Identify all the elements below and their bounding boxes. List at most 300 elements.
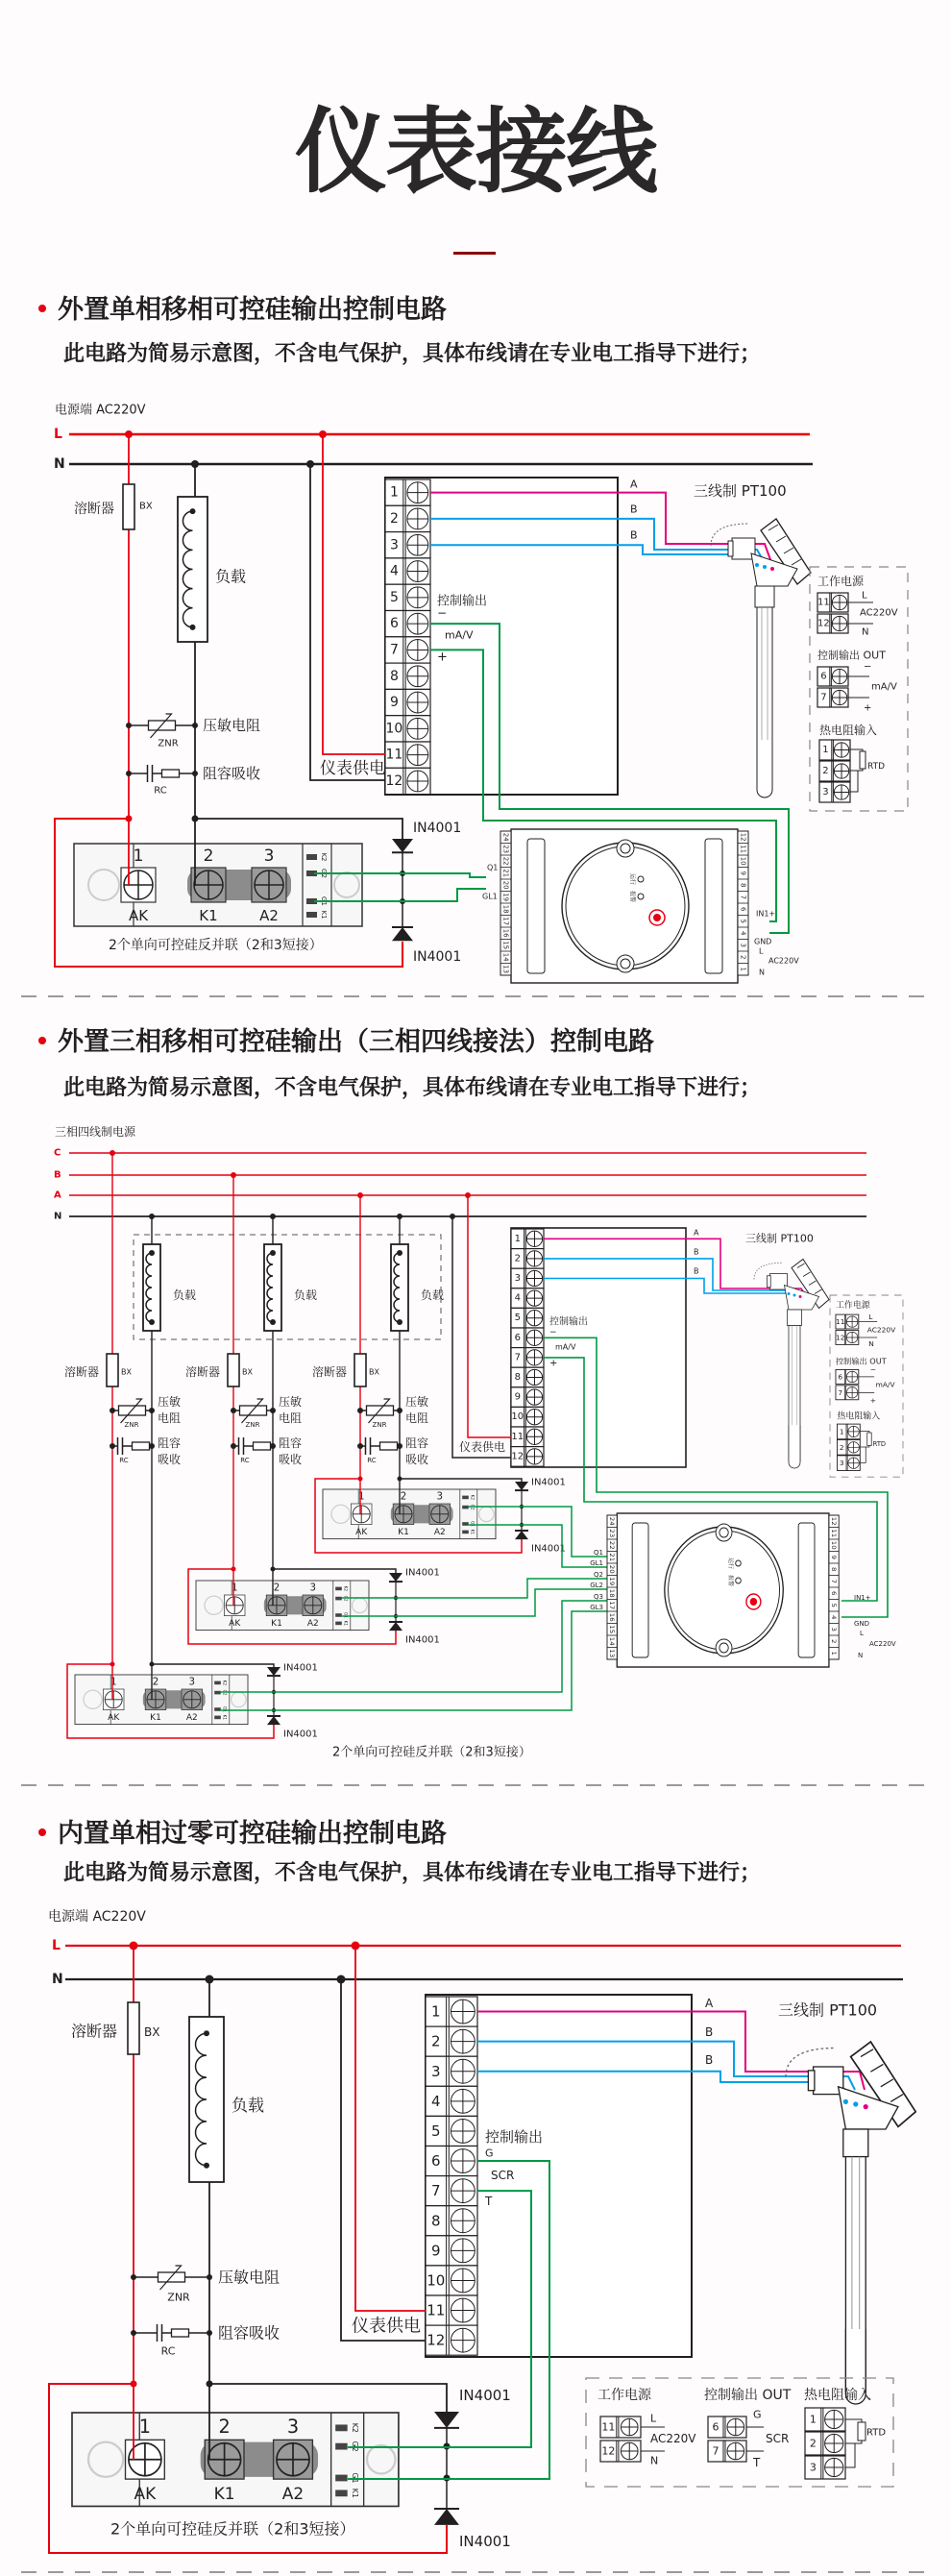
terminal-block xyxy=(426,2236,477,2266)
junction-dot xyxy=(357,1408,363,1413)
wire xyxy=(341,1979,426,2341)
diagram-label: 溶断器 xyxy=(312,1365,348,1379)
diagram-label: 1 xyxy=(830,1651,838,1656)
diagram-label: 7 xyxy=(514,1352,521,1363)
diagram-label: N xyxy=(54,456,65,472)
diagram-label: 2 xyxy=(203,846,214,866)
diagram-label: A2 xyxy=(259,907,279,924)
diagram-label: 1 xyxy=(231,1582,238,1594)
junction-dot xyxy=(149,1250,155,1256)
diagram-label: 10 xyxy=(427,2271,446,2290)
diagram-label: 阻容吸收 xyxy=(203,765,261,782)
sensor-tip xyxy=(789,1425,800,1468)
diagram-label: L xyxy=(759,946,764,956)
diagram-label: 2 xyxy=(431,2032,441,2050)
junction-dot xyxy=(149,1214,155,1219)
side-panel xyxy=(798,1523,815,1657)
terminal-block xyxy=(600,2441,641,2462)
scr-pin xyxy=(306,854,317,860)
diagram-label: mA/V xyxy=(445,628,474,642)
terminal-block xyxy=(385,558,430,584)
diagram-label: RC xyxy=(367,1457,377,1464)
diagram-label: 2 xyxy=(809,2437,817,2450)
diagram-label: K1 xyxy=(320,910,328,920)
diagram-label: 6 xyxy=(820,671,827,682)
diagram-label: 2 xyxy=(389,510,399,527)
diagram-label: 负载 xyxy=(294,1288,318,1302)
diagram-label: 24 xyxy=(501,832,510,842)
diagram-label: 1 xyxy=(110,1677,117,1688)
diagram-label: 吸收 xyxy=(279,1453,303,1466)
junction-dot xyxy=(231,1443,236,1449)
diagram-label: − xyxy=(869,1364,876,1374)
junction-dot xyxy=(131,2330,136,2336)
temperature-controller xyxy=(607,1513,839,1667)
diagram-label: 报警 xyxy=(628,890,636,903)
junction-dot xyxy=(125,430,133,438)
diagram-label: 7 xyxy=(820,692,827,703)
run-led-icon xyxy=(638,876,644,882)
diagram-label: RTD xyxy=(867,762,886,772)
diagram-label: ZNR xyxy=(372,1421,387,1429)
diagram-label: 22 xyxy=(608,1540,617,1550)
scr-pin xyxy=(335,1613,342,1617)
diagram-label: 11 xyxy=(830,1529,838,1538)
terminal-block xyxy=(511,1407,544,1427)
diagram-label: 12 xyxy=(511,1451,524,1462)
diagram-label: 3 xyxy=(839,1459,844,1468)
diagram-label: 5 xyxy=(830,1603,838,1607)
diagram-label: BX xyxy=(139,501,153,512)
junction-dot xyxy=(397,1214,402,1219)
resistor-icon xyxy=(254,1442,271,1450)
diagram-label: 三线制 PT100 xyxy=(745,1232,814,1245)
terminal-block xyxy=(426,1997,477,2026)
diagram-label: 压敏 xyxy=(405,1395,429,1409)
diode-icon xyxy=(434,2509,459,2525)
scr-module xyxy=(74,844,362,926)
junction-dot xyxy=(204,2030,209,2036)
diagram-label: 9 xyxy=(514,1391,521,1403)
sensor-neck xyxy=(788,1310,802,1326)
diagram-label: 热电阻输入 xyxy=(837,1411,881,1422)
terminal-block xyxy=(600,2417,641,2438)
terminal-block xyxy=(426,2056,477,2086)
terminal-block xyxy=(817,667,848,686)
diagram-label: ZNR xyxy=(124,1421,139,1429)
diagram-label: 4 xyxy=(514,1292,521,1304)
diagram-label: 溶断器 xyxy=(64,1365,100,1379)
diagram-label: 3 xyxy=(389,537,399,553)
diagram-label: G2 xyxy=(320,869,328,878)
diagram-label: B xyxy=(694,1247,699,1257)
mount-screw-icon xyxy=(716,1639,732,1656)
section-1-note: 此电路为简易示意图，不含电气保护，具体布线请在专业电工指导下进行； xyxy=(63,342,762,366)
scr-pin xyxy=(462,1522,469,1526)
diagram-label: 18 xyxy=(501,904,510,914)
diagram-label: 19 xyxy=(501,893,510,902)
diagram-label: G2 xyxy=(470,1504,476,1510)
gland-nut xyxy=(768,1276,771,1288)
junction-dot xyxy=(357,1192,363,1198)
diagram-label: 2 xyxy=(273,1582,280,1594)
diagram-label: K1 xyxy=(222,1714,228,1721)
diagram-label: 7 xyxy=(389,642,399,658)
junction-dot xyxy=(207,2274,212,2280)
diode-icon xyxy=(267,1667,280,1676)
terminal-block xyxy=(708,2417,746,2438)
section-2-note: 此电路为简易示意图，不含电气保护，具体布线请在专业电工指导下进行； xyxy=(63,1076,762,1100)
diagram-label: 5 xyxy=(514,1313,521,1324)
scr-pin xyxy=(335,1587,342,1591)
diagram-label: 10 xyxy=(385,721,403,737)
diagram-label: IN4001 xyxy=(413,949,462,965)
diagram-label: 12 xyxy=(601,2444,616,2458)
diagram-label: IN4001 xyxy=(283,1729,318,1740)
diagram-label: 11 xyxy=(511,1431,524,1442)
diagram-label: 3 xyxy=(286,2416,300,2439)
mount-screw-icon xyxy=(617,840,634,857)
wire xyxy=(400,1479,522,1482)
diagram-label: A xyxy=(705,1997,714,2010)
terminal-block xyxy=(819,740,850,760)
diagram-label: RC xyxy=(154,785,167,797)
wire-terminal-dot xyxy=(763,565,767,569)
resistor-icon xyxy=(133,1442,150,1450)
terminal-block xyxy=(805,2408,845,2431)
diagram-label: 6 xyxy=(514,1332,521,1343)
diagram-label: 1 xyxy=(822,745,829,755)
mount-screw-icon xyxy=(716,1524,732,1541)
diagram-label: 3 xyxy=(739,943,747,947)
diagram-label: K1 xyxy=(199,907,218,924)
terminal-block xyxy=(385,689,430,715)
side-panel xyxy=(705,839,722,973)
diagram-label: 10 xyxy=(511,1411,524,1423)
diode-icon xyxy=(392,839,413,852)
diagram-label: 6 xyxy=(431,2152,441,2171)
wire xyxy=(845,2443,855,2467)
diagram-label: 2 xyxy=(822,766,829,776)
diagram-label: G xyxy=(485,2147,494,2160)
terminal-block xyxy=(837,1424,860,1439)
diagram-label: RC xyxy=(160,2344,176,2358)
diagram-label: 控制输出 xyxy=(437,594,488,609)
diagram-label: 1 xyxy=(357,1491,365,1503)
junction-dot xyxy=(130,1942,138,1950)
diagram-label: 控制输出 OUT xyxy=(817,649,886,662)
terminal-block xyxy=(837,1439,860,1455)
wire xyxy=(152,1664,274,1667)
terminal-block xyxy=(385,505,430,531)
diagram-label: A2 xyxy=(281,2484,305,2504)
diagram-label: G1 xyxy=(343,1612,349,1618)
terminal-block xyxy=(836,1331,859,1345)
diagram-label: + xyxy=(869,1396,876,1406)
rtd-resistor-icon xyxy=(860,751,866,769)
diagram-label: 工作电源 xyxy=(597,2388,651,2403)
diagram-label: SCR xyxy=(766,2432,790,2445)
diagram-label: 21 xyxy=(608,1553,617,1562)
diagram-label: + xyxy=(549,1358,558,1369)
diagram-label: 3 xyxy=(809,2461,817,2474)
resistor-icon xyxy=(172,2329,189,2337)
diagram-label: BX xyxy=(121,1367,132,1377)
scr-pin xyxy=(462,1531,469,1534)
terminal-block xyxy=(836,1314,859,1329)
temperature-controller xyxy=(500,829,748,983)
diagram-label: 5 xyxy=(389,589,399,605)
diagram-label: IN4001 xyxy=(405,1634,440,1646)
diagram-label: 1 xyxy=(514,1233,521,1244)
diagram-label: N xyxy=(54,1211,62,1222)
alarm-led-icon xyxy=(736,1578,742,1583)
diagram-label: 负载 xyxy=(173,1288,197,1302)
diagram-label: mA/V xyxy=(871,681,897,693)
diagram-label: 19 xyxy=(608,1577,617,1586)
diagram-label: 24 xyxy=(608,1516,617,1526)
terminal-block xyxy=(817,614,848,633)
diagram-label: AK xyxy=(128,907,149,924)
diagram-label: 控制输出 xyxy=(485,2128,544,2146)
run-led-icon xyxy=(736,1560,742,1566)
diagram-label: G1 xyxy=(320,896,328,906)
wire xyxy=(195,819,402,839)
diagram-label: K1 xyxy=(343,1620,349,1627)
diagram-label: RTD xyxy=(872,1439,887,1448)
diagram-label: 1 xyxy=(133,846,144,866)
diagram-label: 8 xyxy=(431,2212,441,2230)
diagram-label: 18 xyxy=(608,1588,617,1598)
diagram-label: 12 xyxy=(739,832,747,842)
diagram-label: A xyxy=(694,1228,699,1238)
diagram-label: 2 xyxy=(739,954,747,960)
diagram-label: 8 xyxy=(830,1566,838,1572)
diagram-label: 17 xyxy=(501,917,510,926)
diagram-label: 23 xyxy=(608,1529,617,1538)
terminal-block xyxy=(836,1386,859,1400)
wire xyxy=(355,1946,426,2311)
diagram-label: 溶断器 xyxy=(74,502,114,517)
diagram-label: 仪表供电 xyxy=(459,1440,506,1454)
diagram-label: BX xyxy=(369,1367,379,1377)
diagram-label: G2 xyxy=(343,1595,349,1602)
terminal-block xyxy=(385,637,430,663)
terminal-block xyxy=(385,584,430,610)
diagram-label: 控制输出 xyxy=(549,1316,588,1328)
diagram-label: 12 xyxy=(385,773,403,789)
diagram-label: AC220V xyxy=(768,956,799,966)
diagram-label: 17 xyxy=(608,1601,617,1610)
diagram-label: 2 xyxy=(839,1442,844,1452)
diagram-label: 11 xyxy=(739,845,747,854)
diagram-label: K1 xyxy=(213,2484,235,2504)
terminal-block xyxy=(426,2026,477,2056)
diagram-label: AK xyxy=(134,2484,157,2504)
terminal-block xyxy=(426,2086,477,2116)
junction-dot xyxy=(110,1408,115,1413)
diagram-label: IN4001 xyxy=(459,2533,511,2550)
terminal-block xyxy=(426,2176,477,2206)
diagram-label: 运行 xyxy=(628,872,636,886)
diagram-label: G1 xyxy=(470,1521,476,1527)
terminal-block xyxy=(511,1308,544,1328)
rtd-resistor-icon xyxy=(867,1433,871,1445)
diagram-label: K2 xyxy=(343,1585,349,1592)
gland-nut xyxy=(808,2071,815,2091)
diagram-label: 控制输出 OUT xyxy=(835,1356,887,1366)
scr-module xyxy=(323,1489,496,1539)
junction-dot xyxy=(131,2274,136,2280)
terminal-block xyxy=(385,768,430,794)
terminal-block xyxy=(817,688,848,707)
junction-dot xyxy=(191,460,199,468)
diagram-label: 11 xyxy=(427,2301,446,2319)
diagram-label: 15 xyxy=(608,1625,617,1634)
diagram-label: 7 xyxy=(431,2182,441,2200)
fuse-icon xyxy=(123,484,134,529)
diagram-label: 4 xyxy=(431,2092,441,2110)
diagram-label: 3 xyxy=(436,1491,444,1503)
diagram-label: 报警 xyxy=(727,1575,733,1586)
junction-dot xyxy=(397,1319,402,1325)
wire xyxy=(468,1195,511,1437)
scr-pin xyxy=(306,912,317,918)
wire xyxy=(273,1569,396,1573)
scr-pin xyxy=(335,1622,342,1626)
terminal-block xyxy=(426,2266,477,2295)
diagram-label: 2个单向可控硅反并联（2和3短接） xyxy=(110,2519,355,2539)
diagram-label: − xyxy=(864,661,872,673)
scr-pin xyxy=(335,2443,347,2450)
junction-dot xyxy=(270,1319,276,1325)
terminal-block xyxy=(426,2116,477,2146)
diagram-label: 8 xyxy=(739,882,747,888)
junction-dot xyxy=(270,1443,276,1449)
diagram-label: 23 xyxy=(501,845,510,854)
diagram-label: GND xyxy=(854,1620,870,1628)
diagram-label: 12 xyxy=(835,1333,845,1342)
diagram-label: T xyxy=(485,2195,493,2208)
diagram-label: 电阻 xyxy=(158,1411,182,1425)
diagram-label: RC xyxy=(119,1457,129,1464)
diagram-label: 13 xyxy=(608,1649,617,1658)
diagram-label: 13 xyxy=(501,965,510,974)
diagram-label: AC220V xyxy=(650,2432,696,2445)
section-2-title: 外置三相移相可控硅输出（三相四线接法）控制电路 xyxy=(58,1027,654,1057)
diagram-label: 阻容 xyxy=(279,1436,303,1450)
scr-pin xyxy=(214,1716,221,1720)
diagram-label: 7 xyxy=(739,895,747,899)
diagram-label: RC xyxy=(240,1457,250,1464)
diagram-label: 压敏 xyxy=(158,1395,182,1409)
pt100-sensor xyxy=(786,2042,915,2404)
diagram-label: 压敏电阻 xyxy=(203,717,261,734)
diagram-label: 工作电源 xyxy=(835,1301,870,1312)
terminal-block xyxy=(426,2147,477,2176)
diagram-label: 22 xyxy=(501,856,510,866)
scr-pin xyxy=(335,2424,347,2431)
diagram-label: 阻容 xyxy=(158,1436,182,1450)
junction-dot xyxy=(231,1172,236,1178)
diagram-label: 溶断器 xyxy=(185,1365,221,1379)
diagram-label: 3 xyxy=(309,1582,317,1594)
diagram-label: IN1+ xyxy=(854,1594,871,1602)
sensor-neck xyxy=(843,2129,868,2157)
diagram-label: 压敏电阻 xyxy=(218,2268,280,2287)
diagram-label: 4 xyxy=(830,1614,838,1620)
section-1-title: 外置单相移相可控硅输出控制电路 xyxy=(58,295,447,325)
terminal-block xyxy=(837,1456,860,1471)
diagram-label: N xyxy=(858,1652,864,1659)
diagram-label: 3 xyxy=(822,787,829,797)
wire-terminal-dot xyxy=(864,2104,868,2109)
diagram-label: L xyxy=(868,1312,873,1321)
diagram-label: K2 xyxy=(351,2422,360,2433)
diagram-label: 电源端 AC220V xyxy=(55,403,146,418)
diagram-label: 7 xyxy=(830,1579,838,1583)
junction-dot xyxy=(357,1443,363,1449)
diagram-label: 1 xyxy=(809,2413,817,2426)
diagram-label: Q2 xyxy=(594,1571,603,1579)
diagram-label: K2 xyxy=(222,1680,228,1686)
diagram-label: IN4001 xyxy=(531,1477,566,1488)
terminal-legend xyxy=(810,567,908,811)
diagram-label: G1 xyxy=(351,2472,360,2484)
diagram-label: SCR xyxy=(491,2169,515,2182)
diagram-label: − xyxy=(549,1328,557,1337)
terminal-block xyxy=(817,593,848,612)
diagram-label: 8 xyxy=(514,1372,521,1383)
diagram-label: 3 xyxy=(514,1273,521,1284)
diagram-label: 吸收 xyxy=(158,1453,182,1466)
terminal-block xyxy=(426,2295,477,2325)
diagram-label: 压敏 xyxy=(279,1395,303,1409)
brand-logo-icon xyxy=(750,1598,757,1606)
diagram-label: AC220V xyxy=(869,1640,896,1648)
diagram-label: BX xyxy=(144,2025,160,2039)
diagram-label: L xyxy=(52,1938,61,1953)
diagram-label: 9 xyxy=(739,871,747,875)
diagram-label: 9 xyxy=(389,695,399,711)
diagram-label: 3 xyxy=(263,846,275,866)
diagram-label: L xyxy=(650,2412,657,2425)
junction-dot xyxy=(126,723,132,728)
diagram-label: 14 xyxy=(501,952,510,962)
diagram-label: B xyxy=(694,1266,699,1276)
diode-icon xyxy=(515,1531,528,1539)
diagram-label: 运行 xyxy=(727,1558,733,1569)
diagram-label: B xyxy=(630,528,638,542)
resistor-icon xyxy=(162,770,180,777)
diode-icon xyxy=(434,2412,459,2428)
scr-pin xyxy=(335,1597,342,1601)
diagram-label: 负载 xyxy=(232,2097,264,2116)
scr-pin xyxy=(462,1506,469,1509)
wire xyxy=(850,771,858,792)
wire-terminal-dot xyxy=(843,2099,848,2104)
wire-terminal-dot xyxy=(788,1292,791,1295)
diagram-label: B xyxy=(705,2053,714,2067)
diagram-label: IN1+ xyxy=(756,909,776,919)
diagram-label: 三线制 PT100 xyxy=(778,2000,878,2020)
terminal-block xyxy=(385,532,430,558)
diagram-label: 7 xyxy=(712,2444,719,2458)
junction-dot xyxy=(270,1214,276,1219)
diagram-label: mA/V xyxy=(875,1380,895,1389)
scr-pin xyxy=(214,1707,221,1711)
diagram-label: 5 xyxy=(739,919,747,923)
